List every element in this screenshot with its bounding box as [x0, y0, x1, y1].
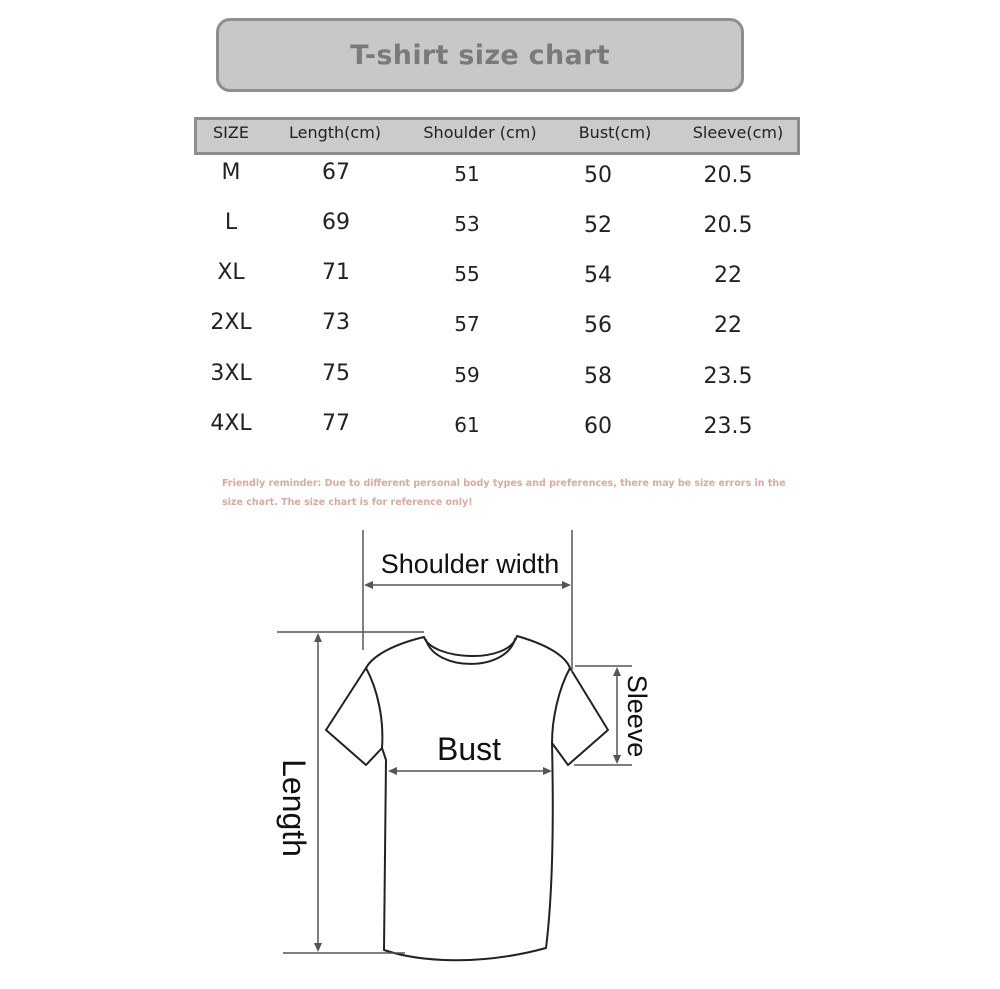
shoulder-width-label: Shoulder width: [380, 549, 560, 579]
sleeve-cell: 20.5: [703, 213, 753, 238]
length-cell: 67: [322, 160, 350, 185]
bust-cell: 50: [584, 163, 612, 188]
sleeve-cell: 22: [714, 263, 742, 288]
size-cell: L: [224, 210, 238, 235]
length-cell: 71: [322, 260, 350, 285]
length-label: Length: [276, 759, 312, 857]
sleeve-cell: 23.5: [703, 364, 753, 389]
bust-cell: 54: [584, 263, 612, 288]
shoulder-cell: 59: [454, 363, 480, 387]
shoulder-cell: 61: [454, 413, 480, 437]
size-cell: 4XL: [210, 411, 252, 436]
reminder-note: Friendly reminder: Due to different personal body types and preferences, there may be size errors in the size chart. The size chart is for reference only!: [222, 478, 786, 508]
header-sleeve: Sleeve(cm): [692, 123, 784, 142]
bust-label: Bust: [436, 731, 502, 767]
size-cell: 2XL: [210, 310, 252, 335]
length-cell: 77: [322, 411, 350, 436]
page-title: T-shirt size chart: [350, 39, 610, 71]
bust-cell: 56: [584, 313, 612, 338]
bust-cell: 60: [584, 414, 612, 439]
shoulder-cell: 53: [454, 212, 480, 236]
bust-cell: 52: [584, 213, 612, 238]
shoulder-cell: 57: [454, 312, 480, 336]
header-bust: Bust(cm): [578, 123, 652, 142]
shoulder-cell: 55: [454, 262, 480, 286]
size-cell: XL: [217, 260, 245, 285]
size-cell: 3XL: [210, 361, 252, 386]
header-size: SIZE: [213, 123, 249, 142]
length-cell: 75: [322, 361, 350, 386]
length-cell: 69: [322, 210, 350, 235]
sleeve-cell: 23.5: [703, 414, 753, 439]
sleeve-cell: 22: [714, 313, 742, 338]
header-length: Length(cm): [288, 123, 382, 142]
sleeve-label: Sleeve: [622, 674, 652, 758]
length-cell: 73: [322, 310, 350, 335]
header-shoulder: Shoulder (cm): [423, 123, 537, 142]
sleeve-cell: 20.5: [703, 163, 753, 188]
tshirt-outline: [326, 636, 608, 960]
size-cell: M: [221, 160, 241, 185]
bust-cell: 58: [584, 364, 612, 389]
shoulder-cell: 51: [454, 162, 480, 186]
